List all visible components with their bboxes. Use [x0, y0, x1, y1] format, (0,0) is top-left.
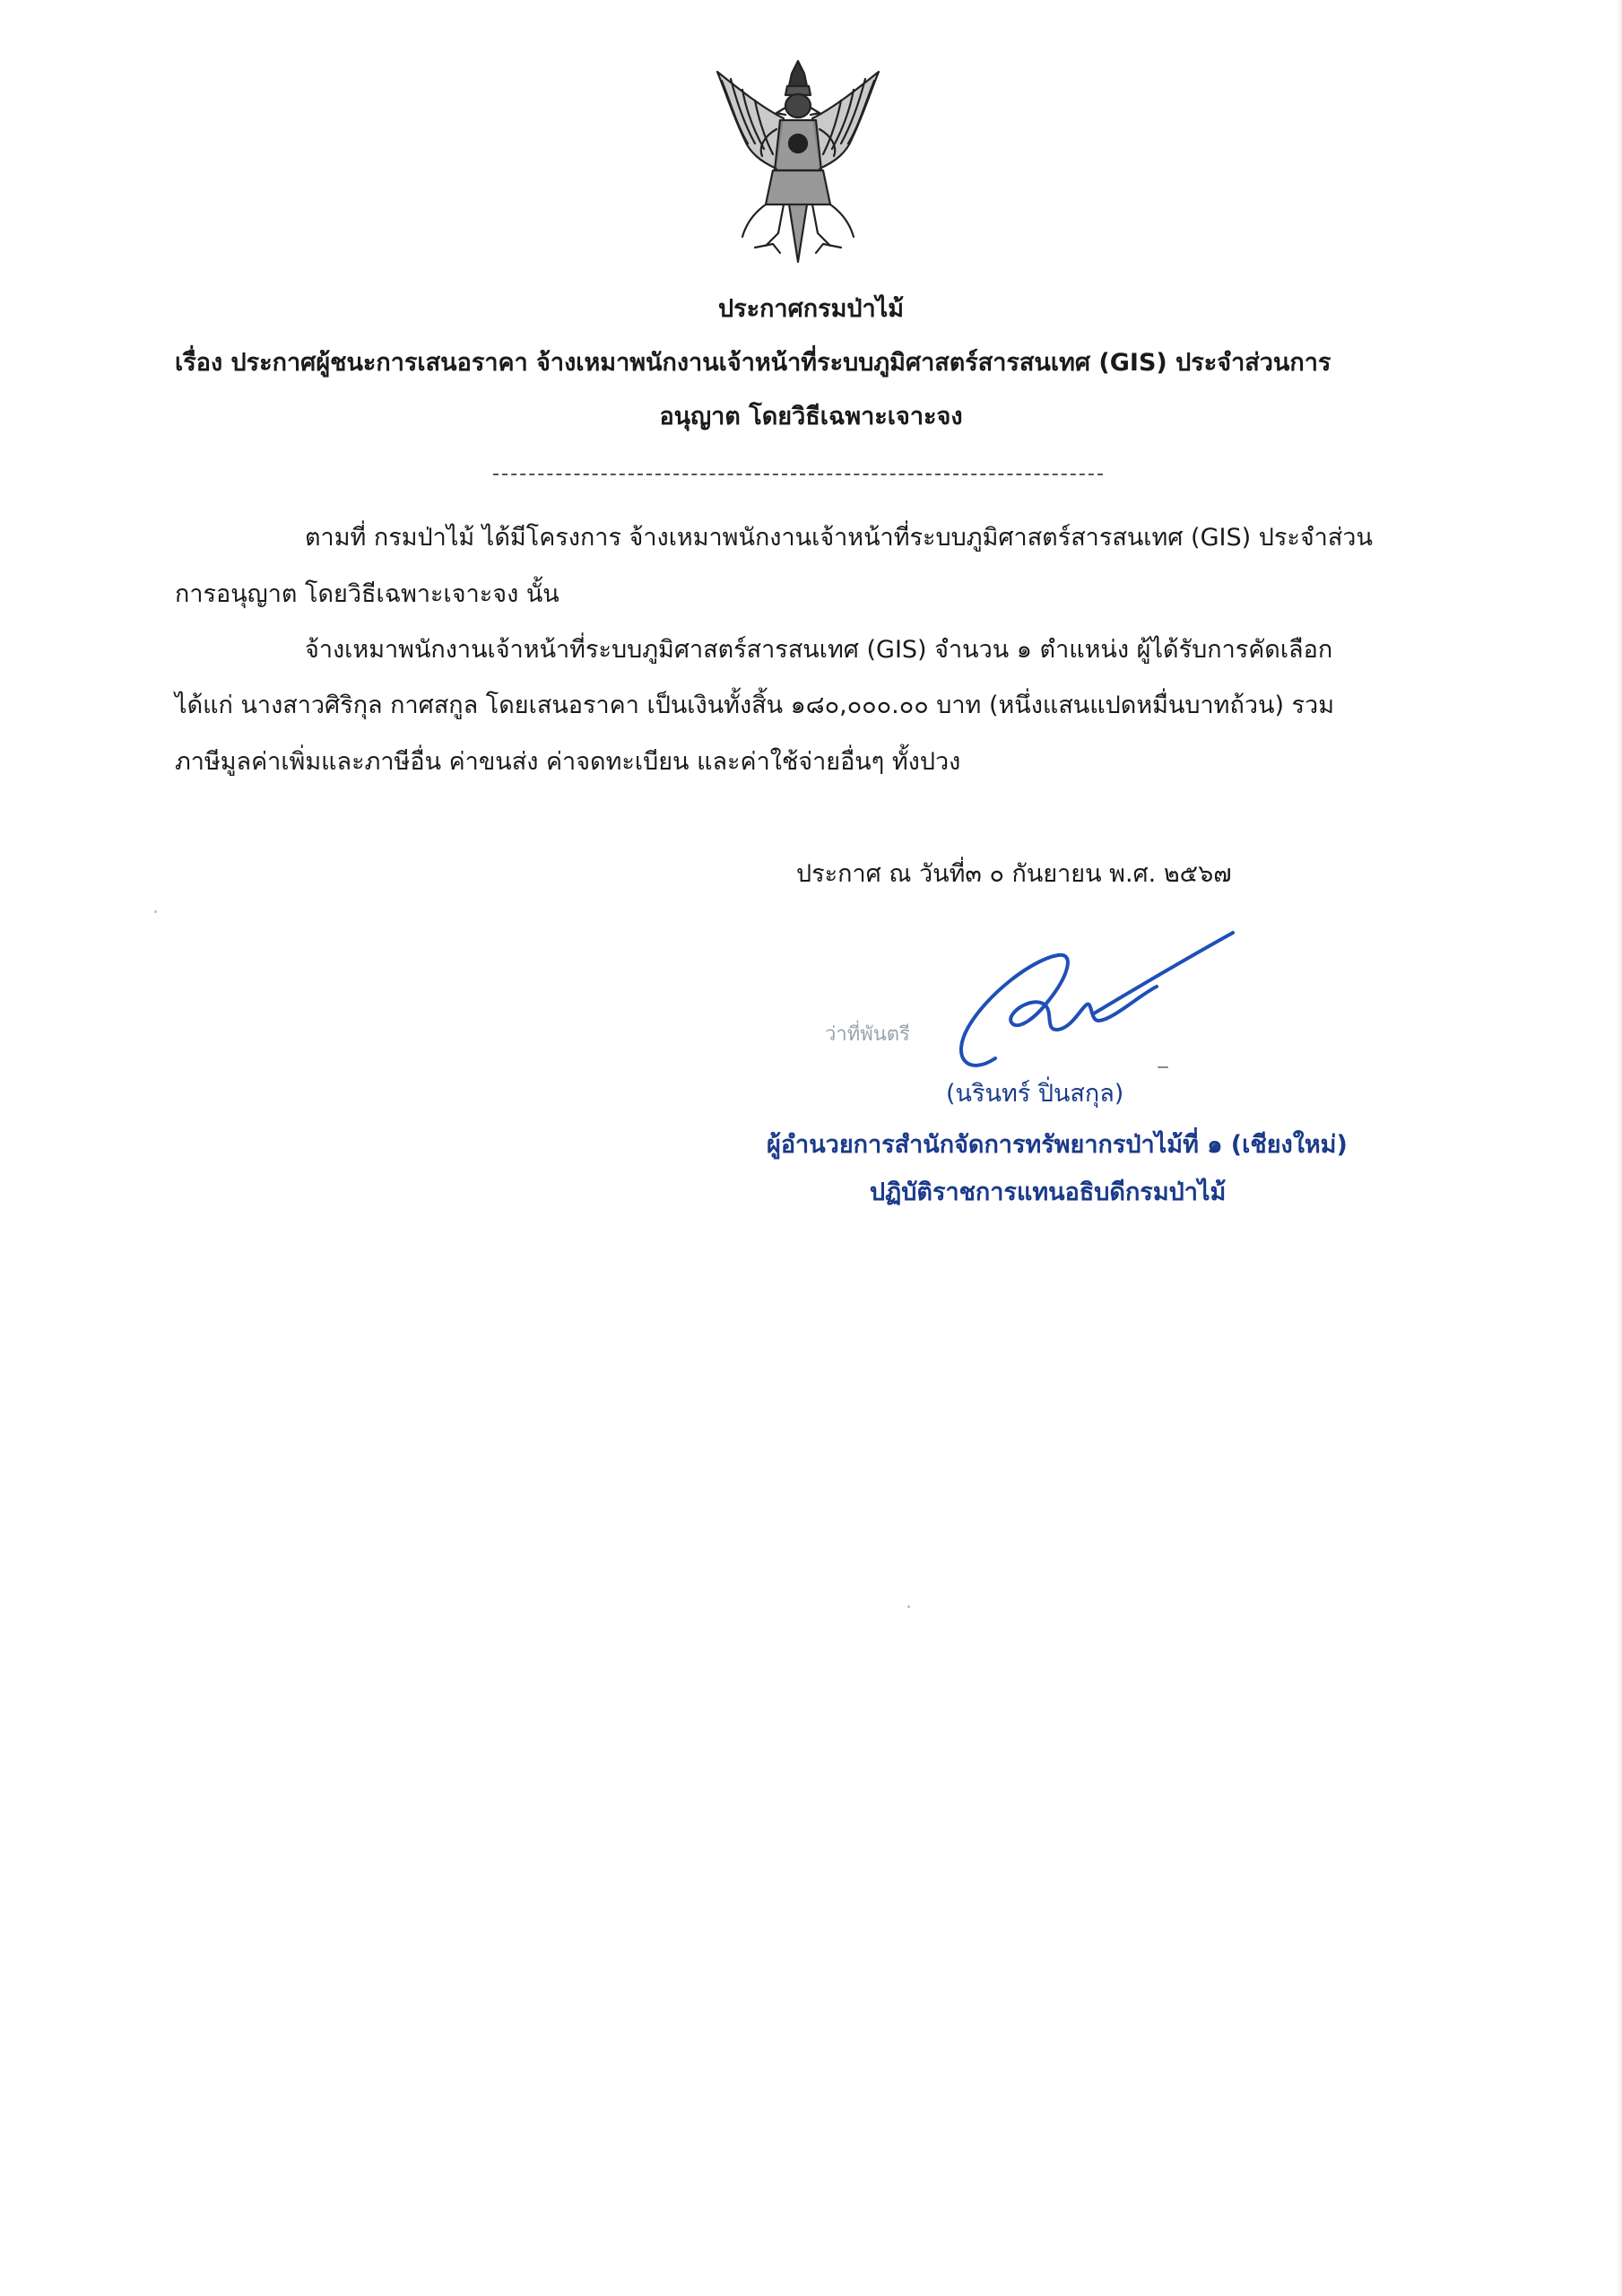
- garuda-emblem-icon: [690, 54, 906, 269]
- announcement-title: ประกาศกรมป่าไม้: [717, 295, 905, 323]
- subject-line-2: อนุญาต โดยวิธีเฉพาะเจาะจง: [659, 403, 963, 430]
- dashed-divider: [493, 474, 1103, 475]
- scan-speck: [907, 1605, 910, 1608]
- rank-stamp-note: ว่าที่พันตรี: [825, 1023, 910, 1046]
- handwritten-signature: [932, 924, 1255, 1094]
- page-edge-shadow: [1617, 0, 1622, 2296]
- body-paragraph-2-line-3: ภาษีมูลค่าเพิ่มและภาษีอื่น ค่าขนส่ง ค่าจดทะเบียน และค่าใช้จ่ายอื่นๆ ทั้งปวง: [175, 748, 961, 776]
- body-paragraph-1-line-2: การอนุญาต โดยวิธีเฉพาะเจาะจง นั้น: [175, 580, 559, 608]
- signer-name: (นรินทร์ ปิ่นสกุล): [946, 1080, 1124, 1108]
- subject-line-1: เรื่อง ประกาศผู้ชนะการเสนอราคา จ้างเหมาพนักงานเจ้าหน้าที่ระบบภูมิศาสตร์สารสนเทศ (GIS) ประจำส่วนการ: [175, 349, 1331, 377]
- body-paragraph-1-line-1: ตามที่ กรมป่าไม้ ได้มีโครงการ จ้างเหมาพนักงานเจ้าหน้าที่ระบบภูมิศาสตร์สารสนเทศ (GIS) ประจำส่วน: [305, 524, 1373, 552]
- body-paragraph-2-line-2: ได้แก่ นางสาวศิริกุล กาศสกูล โดยเสนอราคา เป็นเงินทั้งสิ้น ๑๘๐,๐๐๐.๐๐ บาท (หนึ่งแสนแปดหมื่นบาทถ้วน) รวม: [175, 691, 1335, 719]
- scan-speck: [154, 910, 157, 913]
- signer-position-1: ผู้อำนวยการสำนักจัดการทรัพยากรป่าไม้ที่ ๑ (เชียงใหม่): [767, 1131, 1348, 1159]
- signer-position-2: ปฏิบัติราชการแทนอธิบดีกรมป่าไม้: [870, 1178, 1227, 1206]
- announcement-date: ประกาศ ณ วันที่๓ ๐ กันยายน พ.ศ. ๒๕๖๗: [796, 860, 1232, 888]
- body-paragraph-2-line-1: จ้างเหมาพนักงานเจ้าหน้าที่ระบบภูมิศาสตร์สารสนเทศ (GIS) จำนวน ๑ ตำแหน่ง ผู้ได้รับการคัดเลือก: [305, 636, 1333, 664]
